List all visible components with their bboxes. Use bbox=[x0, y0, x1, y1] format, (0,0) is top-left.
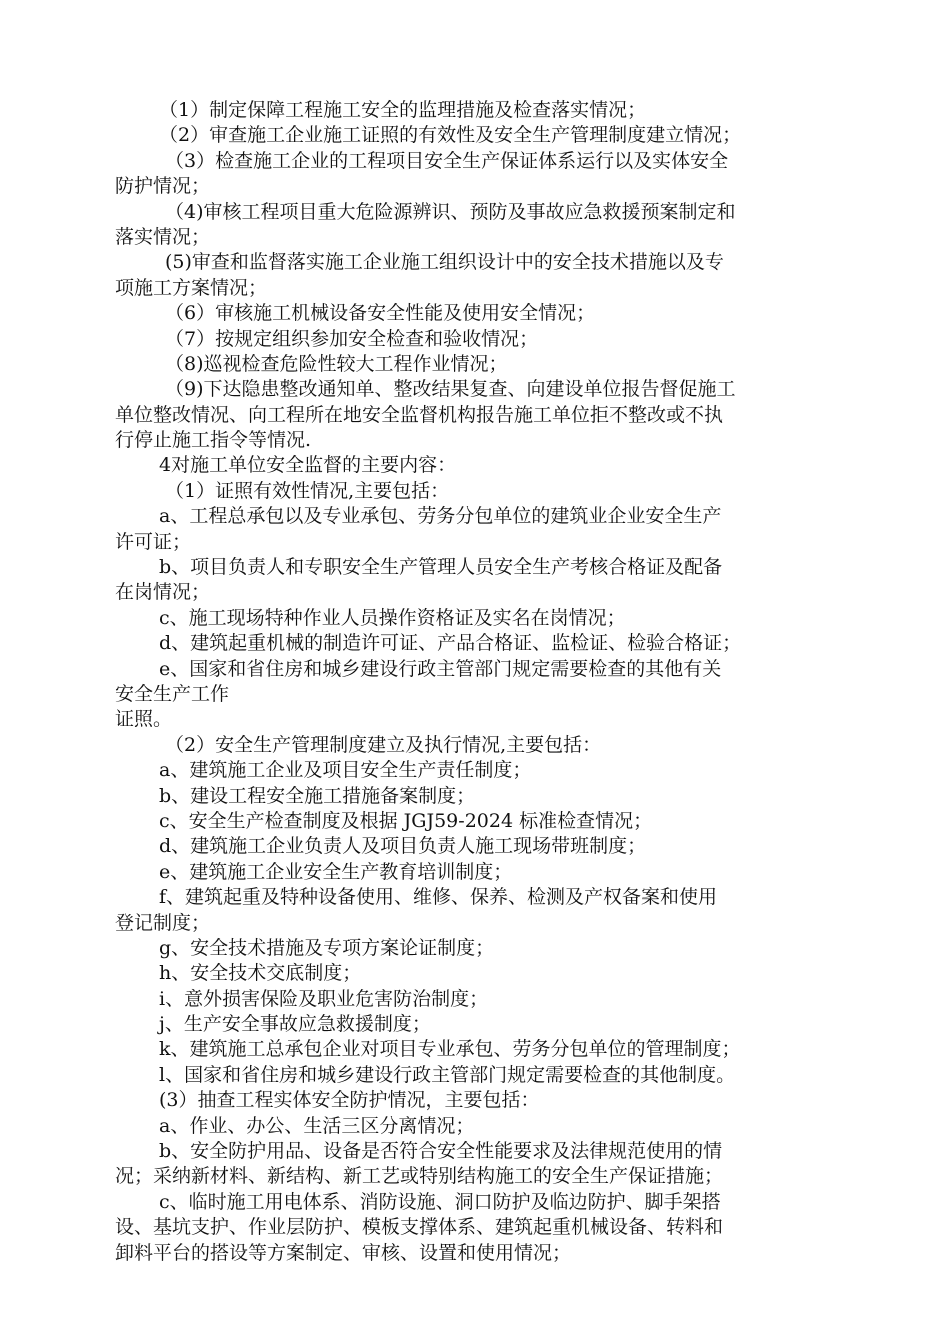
text-line: e、建筑施工企业安全生产教育培训制度； bbox=[159, 860, 513, 883]
text-line: l、国家和省住房和城乡建设行政主管部门规定需要检查的其他制度。 bbox=[159, 1063, 736, 1086]
text-line: b、项目负责人和专职安全生产管理人员安全生产考核合格证及配备 bbox=[159, 556, 723, 579]
text-line: d、建筑起重机械的制造许可证、产品合格证、监检证、检验合格证； bbox=[159, 632, 742, 655]
text-line: 安全生产工作 bbox=[115, 682, 230, 705]
text-line: 项施工方案情况； bbox=[115, 276, 268, 299]
text-line: k、建筑施工总承包企业对项目专业承包、劳务分包单位的管理制度； bbox=[159, 1038, 741, 1061]
text-line: 证照。 bbox=[115, 708, 173, 731]
text-line: 在岗情况； bbox=[115, 581, 211, 604]
text-line: g、安全技术措施及专项方案论证制度； bbox=[159, 936, 495, 959]
text-line: （2）审查施工企业施工证照的有效性及安全生产管理制度建立情况； bbox=[159, 124, 742, 147]
text-line: （4)审核工程项目重大危险源辨识、预防及事故应急救援预案制定和 bbox=[165, 200, 736, 223]
text-line: 许可证； bbox=[115, 530, 192, 553]
text-line: c、施工现场特种作业人员操作资格证及实名在岗情况； bbox=[159, 606, 626, 629]
text-line: 卸料平台的搭设等方案制定、审核、设置和使用情况； bbox=[115, 1241, 572, 1264]
text-line: j、生产安全事故应急救援制度； bbox=[159, 1013, 431, 1036]
text-line: 登记制度； bbox=[115, 911, 211, 934]
text-line: 况；采纳新材料、新结构、新工艺或特别结构施工的安全生产保证措施； bbox=[115, 1165, 724, 1188]
text-line: 落实情况； bbox=[115, 225, 211, 248]
text-line: （1）证照有效性情况,主要包括： bbox=[165, 479, 450, 502]
text-line: 行停止施工指令等情况. bbox=[115, 429, 312, 452]
text-line: （3）检查施工企业的工程项目安全生产保证体系运行以及实体安全 bbox=[165, 149, 729, 172]
text-line: 单位整改情况、向工程所在地安全监督机构报告施工单位拒不整改或不执 bbox=[115, 403, 724, 426]
text-line: c、安全生产检查制度及根据 JGJ59-2024 标准检查情况； bbox=[159, 809, 653, 832]
text-line: d、建筑施工企业负责人及项目负责人施工现场带班制度； bbox=[159, 835, 647, 858]
text-line: i、意外损害保险及职业危害防治制度； bbox=[159, 987, 489, 1010]
text-line: （1）制定保障工程施工安全的监理措施及检查落实情况； bbox=[159, 99, 647, 121]
text-line: h、安全技术交底制度； bbox=[159, 962, 362, 985]
text-line: (5)审查和监督落实施工企业施工组织设计中的安全技术措施以及专 bbox=[165, 251, 724, 274]
text-line: a、作业、办公、生活三区分离情况； bbox=[159, 1114, 475, 1137]
text-line: f、建筑起重及特种设备使用、维修、保养、检测及产权备案和使用 bbox=[159, 886, 718, 909]
text-line: （2）安全生产管理制度建立及执行情况,主要包括： bbox=[165, 733, 602, 756]
text-line: e、国家和省住房和城乡建设行政主管部门规定需要检查的其他有关 bbox=[159, 657, 722, 680]
text-line: (3）抽查工程实体安全防护情况，主要包括： bbox=[159, 1089, 540, 1112]
text-line: 防护情况； bbox=[115, 175, 211, 198]
text-line: b、建设工程安全施工措施备案制度； bbox=[159, 784, 476, 807]
text-line: a、工程总承包以及专业承包、劳务分包单位的建筑业企业安全生产 bbox=[159, 505, 722, 528]
text-line: （9)下达隐患整改通知单、整改结果复查、向建设单位报告督促施工 bbox=[165, 378, 736, 401]
text-line: a、建筑施工企业及项目安全生产责任制度； bbox=[159, 759, 532, 782]
text-line: c、临时施工用电体系、消防设施、洞口防护及临边防护、脚手架搭 bbox=[159, 1190, 721, 1213]
document-page bbox=[115, 98, 839, 1266]
text-line: 4对施工单位安全监督的主要内容： bbox=[159, 454, 457, 477]
text-line: （8)巡视检查危险性较大工程作业情况； bbox=[165, 352, 508, 375]
text-line: （7）按规定组织参加安全检查和验收情况； bbox=[165, 327, 539, 350]
text-line: （6）审核施工机械设备安全性能及使用安全情况； bbox=[165, 302, 596, 325]
text-line: 设、基坑支护、作业层防护、模板支撑体系、建筑起重机械设备、转料和 bbox=[115, 1216, 724, 1239]
text-line: b、安全防护用品、设备是否符合安全性能要求及法律规范使用的情 bbox=[159, 1140, 723, 1163]
